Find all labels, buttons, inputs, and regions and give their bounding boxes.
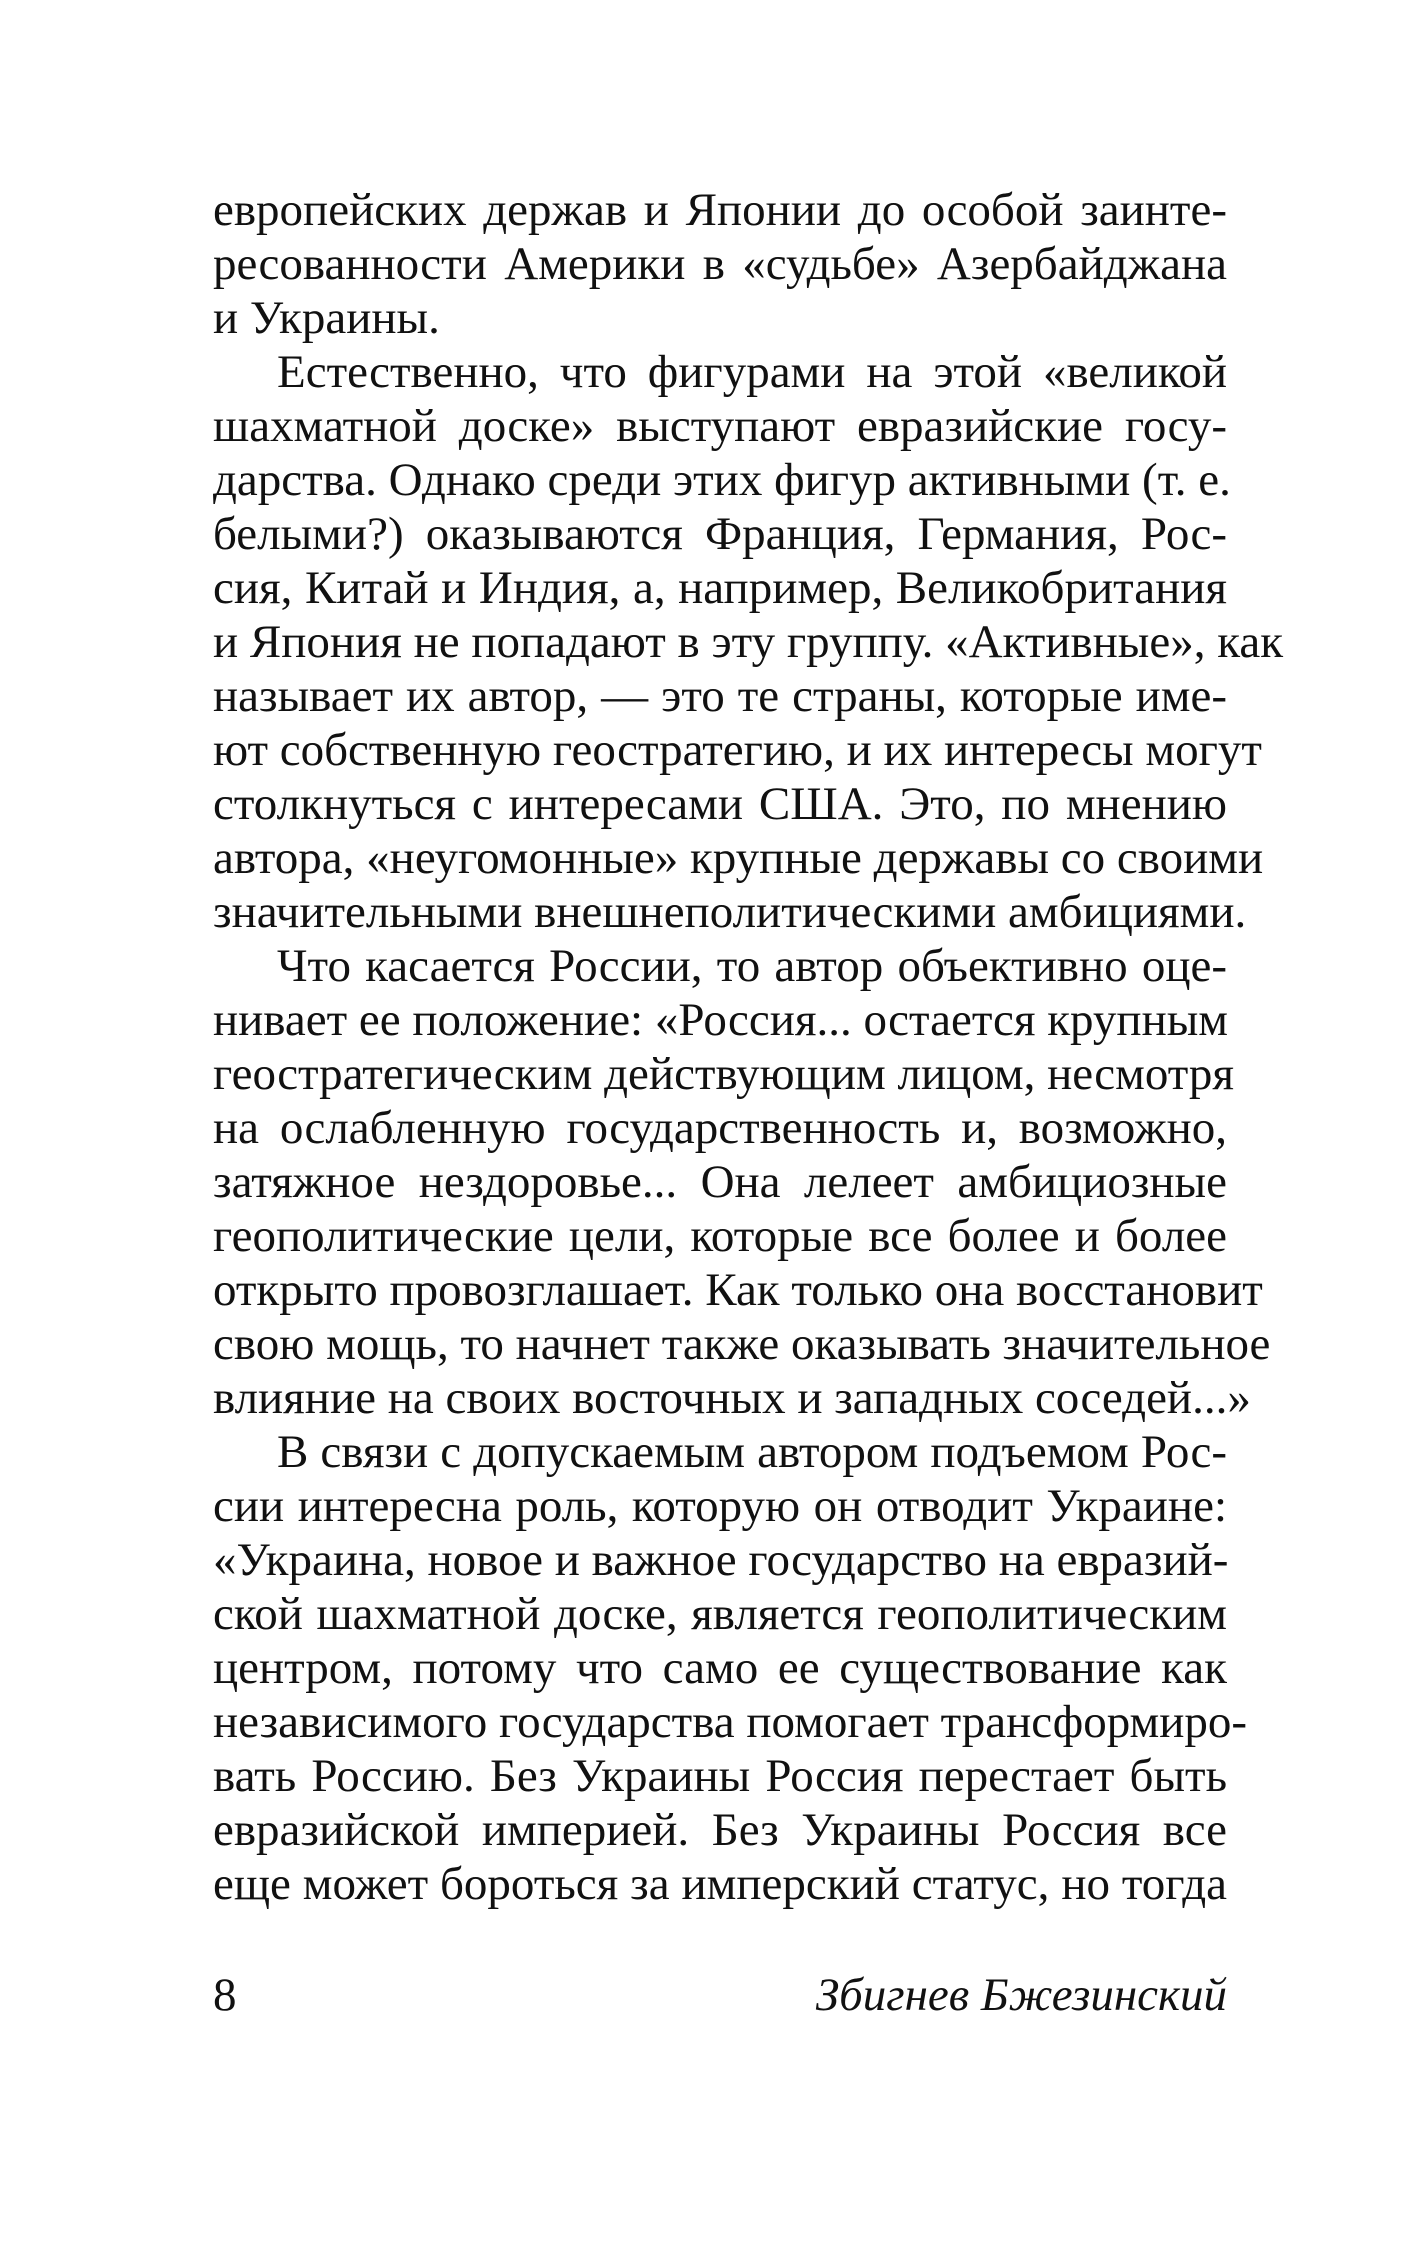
text-line: сия, Китай и Индия, а, например, Великобритания: [213, 562, 1227, 614]
text-line: ской шахматной доске, является геополитическим: [213, 1588, 1227, 1640]
text-line: затяжное нездоровье... Она лелеет амбициозные: [213, 1156, 1227, 1208]
text-line: дарства. Однако среди этих фигур активными (т. е.: [213, 454, 1231, 506]
text-line: центром, потому что само ее существование как: [213, 1642, 1227, 1694]
text-line: независимого государства помогает трансформиро-: [213, 1696, 1248, 1748]
text-line: еще может бороться за имперский статус, но тогда: [213, 1858, 1227, 1910]
text-line: столкнуться с интересами США. Это, по мнению: [213, 778, 1227, 830]
text-line: геополитические цели, которые все более и более: [213, 1210, 1227, 1262]
text-line: на ослабленную государственность и, возможно,: [213, 1102, 1227, 1154]
body-text: [213, 183, 1284, 1911]
text-line: Естественно, что фигурами на этой «великой: [277, 346, 1227, 398]
running-title: Збигнев Бжезинский: [815, 1969, 1227, 2021]
text-line: «Украина, новое и важное государство на евразий-: [213, 1534, 1229, 1586]
text-line: геостратегическим действующим лицом, несмотря: [213, 1048, 1235, 1100]
text-line: влияние на своих восточных и западных соседей...»: [213, 1372, 1251, 1424]
text-line: шахматной доске» выступают евразийские госу-: [213, 400, 1227, 452]
text-line: автора, «неугомонные» крупные державы со своими: [213, 832, 1264, 884]
text-line: нивает ее положение: «Россия... остается крупным: [213, 994, 1229, 1046]
text-line: белыми?) оказываются Франция, Германия, Рос-: [213, 508, 1227, 560]
text-line: Что касается России, то автор объективно оце-: [277, 940, 1227, 992]
text-line: называет их автор, — это те страны, которые име-: [213, 670, 1227, 722]
page-number: 8: [213, 1969, 237, 2021]
text-line: вать Россию. Без Украины Россия перестает быть: [213, 1750, 1227, 1802]
text-line: ют собственную геостратегию, и их интересы могут: [213, 724, 1262, 776]
text-line: ресованности Америки в «судьбе» Азербайджана: [213, 238, 1227, 290]
text-line: свою мощь, то начнет также оказывать значительное: [213, 1318, 1271, 1370]
text-line: и Украины.: [213, 292, 440, 344]
page-footer: [213, 1968, 1227, 2028]
text-line: сии интересна роль, которую он отводит Украине:: [213, 1480, 1227, 1532]
text-line: и Япония не попадают в эту группу. «Активные», как: [213, 616, 1284, 668]
text-line: В связи с допускаемым автором подъемом Рос-: [277, 1426, 1227, 1478]
text-line: значительными внешнеполитическими амбициями.: [213, 886, 1247, 938]
text-line: открыто провозглашает. Как только она восстановит: [213, 1264, 1263, 1316]
text-line: европейских держав и Японии до особой заинте-: [213, 184, 1227, 236]
text-line: евразийской империей. Без Украины Россия все: [213, 1804, 1227, 1856]
